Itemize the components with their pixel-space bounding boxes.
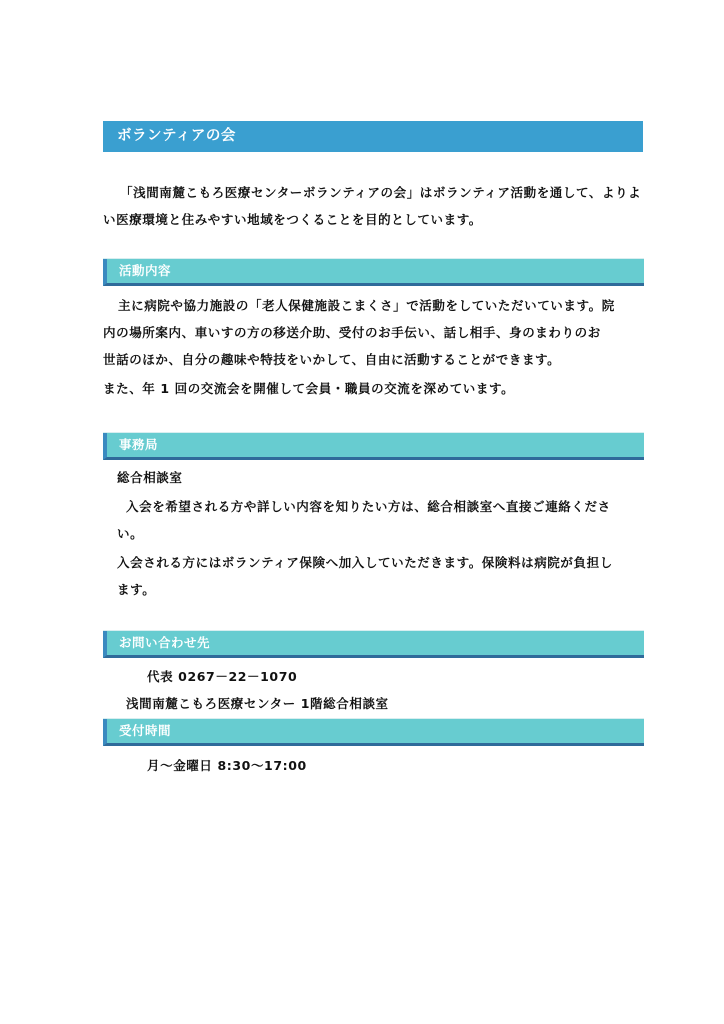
office-line-2: い。 [117, 526, 144, 541]
section-heading-office: 事務局 [103, 433, 644, 460]
section-heading-activities: 活動内容 [103, 259, 644, 286]
contact-phone: 代表 0267－22－1070 [147, 669, 298, 684]
office-line-4: ます。 [117, 582, 156, 597]
section-heading-hours: 受付時間 [103, 719, 644, 746]
office-line-1: 入会を希望される方や詳しい内容を知りたい方は、総合相談室へ直接ご連絡くださ [126, 499, 611, 514]
intro-line-2: い医療環境と住みやすい地域をつくることを目的としています。 [103, 212, 482, 227]
office-name: 総合相談室 [117, 470, 183, 485]
activities-line-3: 世話のほか、自分の趣味や特技をいかして、自由に活動することができます。 [103, 352, 561, 367]
office-line-3: 入会される方にはボランティア保険へ加入していただきます。保険料は病院が負担し [117, 555, 613, 570]
section-heading-contact: お問い合わせ先 [103, 631, 644, 658]
intro-line-1: 「浅間南麓こもろ医療センターボランティアの会」はボランティア活動を通して、よりよ [120, 185, 642, 200]
activities-line-2: 内の場所案内、車いすの方の移送介助、受付のお手伝い、話し相手、身のまわりのお [103, 325, 601, 340]
hours-value: 月～金曜日 8:30～17:00 [147, 758, 307, 773]
activities-line-4: また、年 1 回の交流会を開催して会員・職員の交流を深めています。 [103, 381, 515, 396]
contact-place: 浅間南麓こもろ医療センター 1階総合相談室 [126, 696, 389, 711]
activities-line-1: 主に病院や協力施設の「老人保健施設こまくさ」で活動をしていただいています。院 [118, 298, 615, 313]
page-title: ボランティアの会 [103, 121, 643, 152]
